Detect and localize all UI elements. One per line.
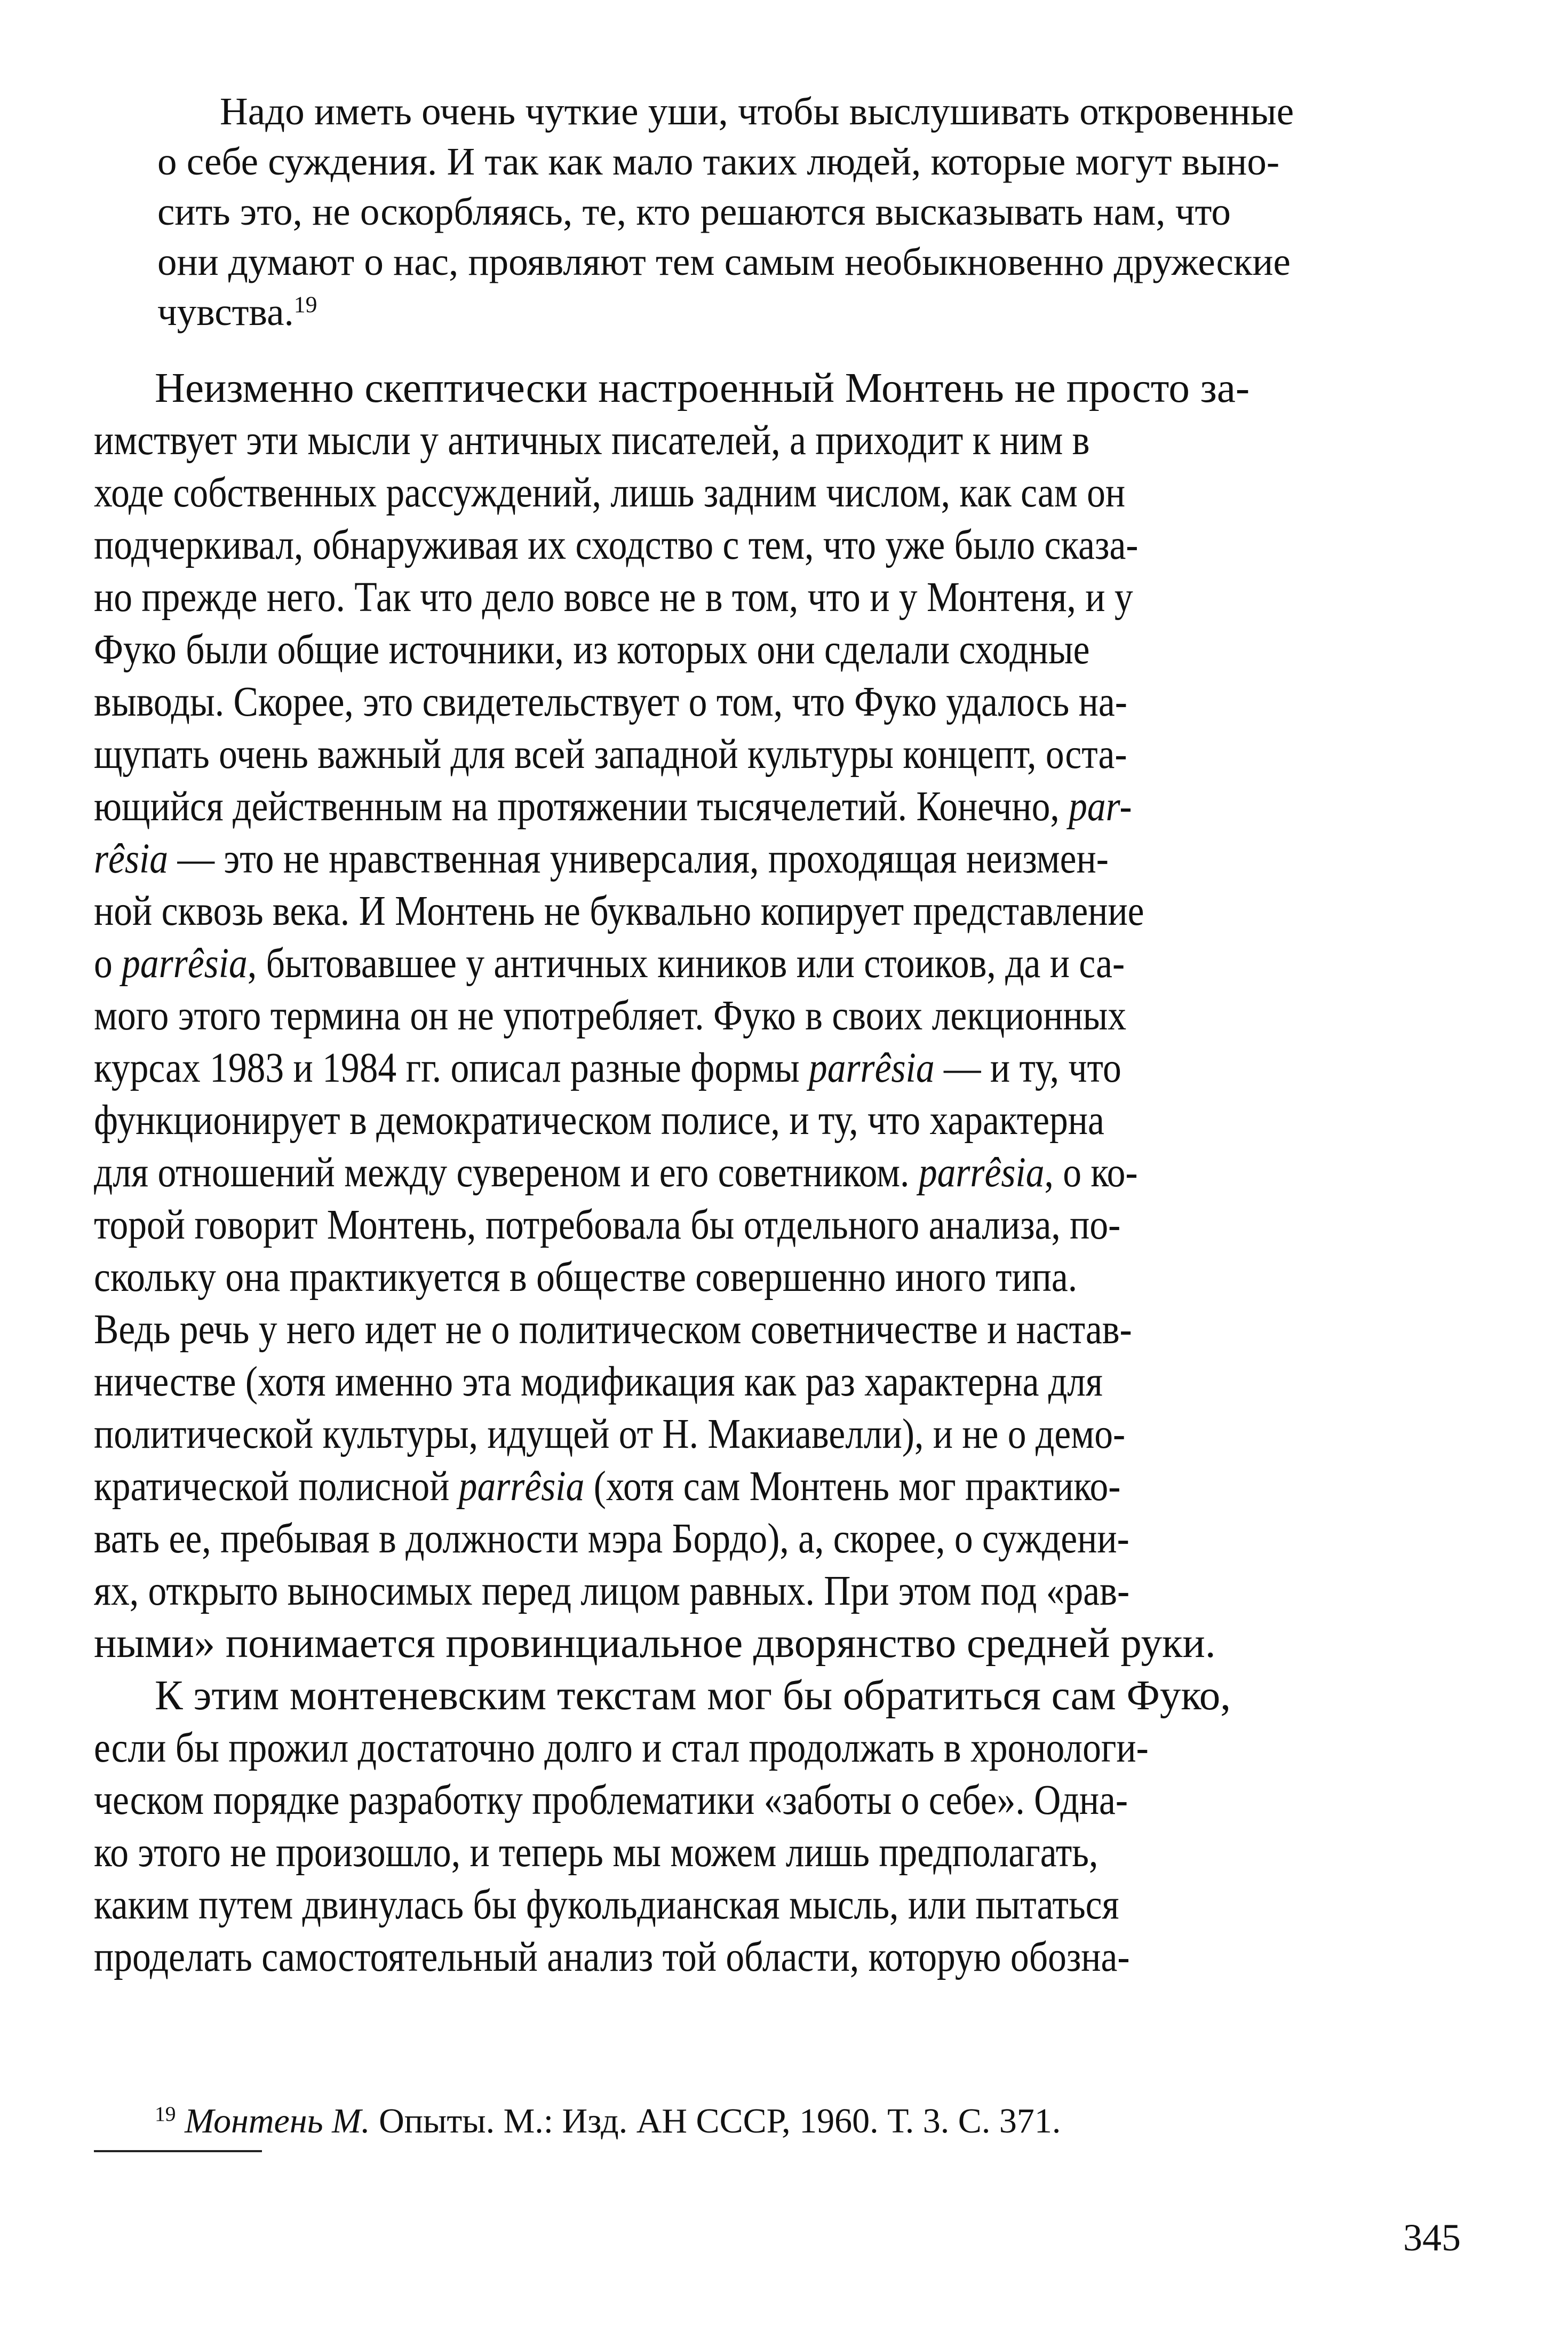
text-run: , бытовавшее у античных киников или стоиков, да и са-: [247, 940, 1125, 987]
body-line: мого этого термина он не употребляет. Фуко в своих лекционных: [94, 993, 1127, 1039]
body-line: торой говорит Монтень, потребовала бы отдельного анализа, по-: [94, 1202, 1121, 1248]
term-parresia: par-: [1069, 783, 1132, 830]
body-line: Фуко были общие источники, из которых они сделали сходные: [94, 627, 1090, 673]
text-run: о: [94, 940, 122, 987]
body-line: политической культуры, идущей от Н. Макиавелли), и не о демо-: [94, 1411, 1126, 1457]
quote-line: Надо иметь очень чуткие уши, чтобы выслушивать откровенные: [220, 90, 1294, 133]
quote-line: сить это, не оскорбляясь, те, кто решаются высказывать нам, что: [157, 190, 1231, 233]
body-line: ными» понимается провинциальное дворянство средней руки.: [94, 1620, 1216, 1667]
body-line: [94, 780, 1474, 834]
text-run: курсах 1983 и 1984 гг. описал разные формы: [94, 1045, 809, 1091]
body-line: щупать очень важный для всей западной культуры концепт, оста-: [94, 731, 1127, 778]
body-line: подчеркивал, обнаруживая их сходство с тем, что уже было сказа-: [94, 522, 1139, 568]
text-run: для отношений между сувереном и его советником.: [94, 1149, 919, 1196]
footnote-text: Опыты. М.: Изд. АН СССР, 1960. Т. 3. С. 371.: [370, 2102, 1061, 2140]
body-line: вать ее, пребывая в должности мэра Бордо), а, скорее, о суждени-: [94, 1516, 1129, 1562]
text-run: — это не нравственная универсалия, проходящая неизмен-: [168, 836, 1109, 882]
body-line: Ведь речь у него идет не о политическом советничестве и настав-: [94, 1306, 1132, 1353]
quote-line: они думают о нас, проявляют тем самым необыкновенно дружеские: [157, 240, 1291, 283]
text-run: ющийся действенным на протяжении тысячелетий. Конечно,: [94, 783, 1069, 830]
body-line: Неизменно скептически настроенный Монтень не просто за-: [155, 365, 1250, 411]
body-line: [94, 1042, 1474, 1095]
body-line: ко этого не произошло, и теперь мы можем лишь предполагать,: [94, 1829, 1099, 1876]
footnote-number: 19: [155, 2102, 176, 2126]
text-run: , о ко-: [1044, 1149, 1138, 1196]
body-line: ной сквозь века. И Монтень не буквально копирует представление: [94, 888, 1144, 934]
text-run: (хотя сам Монтень мог практико-: [584, 1463, 1121, 1510]
text-run: кратической полисной: [94, 1463, 459, 1510]
page-number: 345: [1403, 2216, 1461, 2259]
quote-line: о себе суждения. И так как мало таких людей, которые могут выно-: [157, 140, 1280, 183]
body-line: имствует эти мысли у античных писателей, а приходит к ним в: [94, 417, 1090, 464]
footnote-author: Монтень М.: [185, 2102, 370, 2140]
term-parresia: parrêsia: [122, 940, 248, 987]
body-line: [94, 937, 1474, 990]
body-line: функционирует в демократическом полисе, и ту, что характерна: [94, 1097, 1104, 1144]
body-line: К этим монтеневским текстам мог бы обратиться сам Фуко,: [155, 1672, 1231, 1719]
body-line: скольку она практикуется в обществе совершенно иного типа.: [94, 1254, 1078, 1301]
body-line: но прежде него. Так что дело вовсе не в том, что и у Монтеня, и у: [94, 574, 1133, 621]
body-line: ческом порядке разработку проблематики «заботы о себе». Одна-: [94, 1777, 1128, 1823]
body-line: ходе собственных рассуждений, лишь задним числом, как сам он: [94, 470, 1126, 516]
quote-line: [157, 287, 1568, 338]
term-parresia: parrêsia: [458, 1463, 585, 1510]
body-line: [94, 832, 1474, 886]
body-line: каким путем двинулась бы фукольдианская мысль, или пытаться: [94, 1882, 1119, 1928]
term-parresia: parrêsia: [808, 1045, 935, 1091]
term-parresia: rêsia: [94, 836, 169, 882]
footnote-separator: [94, 2150, 262, 2152]
footnote: [155, 2097, 1568, 2145]
body-line: выводы. Скорее, это свидетельствует о том, что Фуко удалось на-: [94, 679, 1127, 725]
body-line: [94, 1460, 1474, 1513]
body-line: проделать самостоятельный анализ той области, которую обозна-: [94, 1934, 1130, 1980]
footnote-reference: 19: [293, 291, 317, 318]
term-parresia: parrêsia: [918, 1149, 1045, 1196]
body-line: ях, открыто выносимых перед лицом равных. При этом под «рав-: [94, 1568, 1130, 1614]
body-line: [94, 1146, 1474, 1200]
body-line: если бы прожил достаточно долго и стал продолжать в хронологи-: [94, 1725, 1149, 1771]
text-run: — и ту, что: [934, 1045, 1121, 1091]
quote-last-text: чувства.: [157, 290, 294, 334]
body-line: ничестве (хотя именно эта модификация как раз характерна для: [94, 1359, 1103, 1405]
